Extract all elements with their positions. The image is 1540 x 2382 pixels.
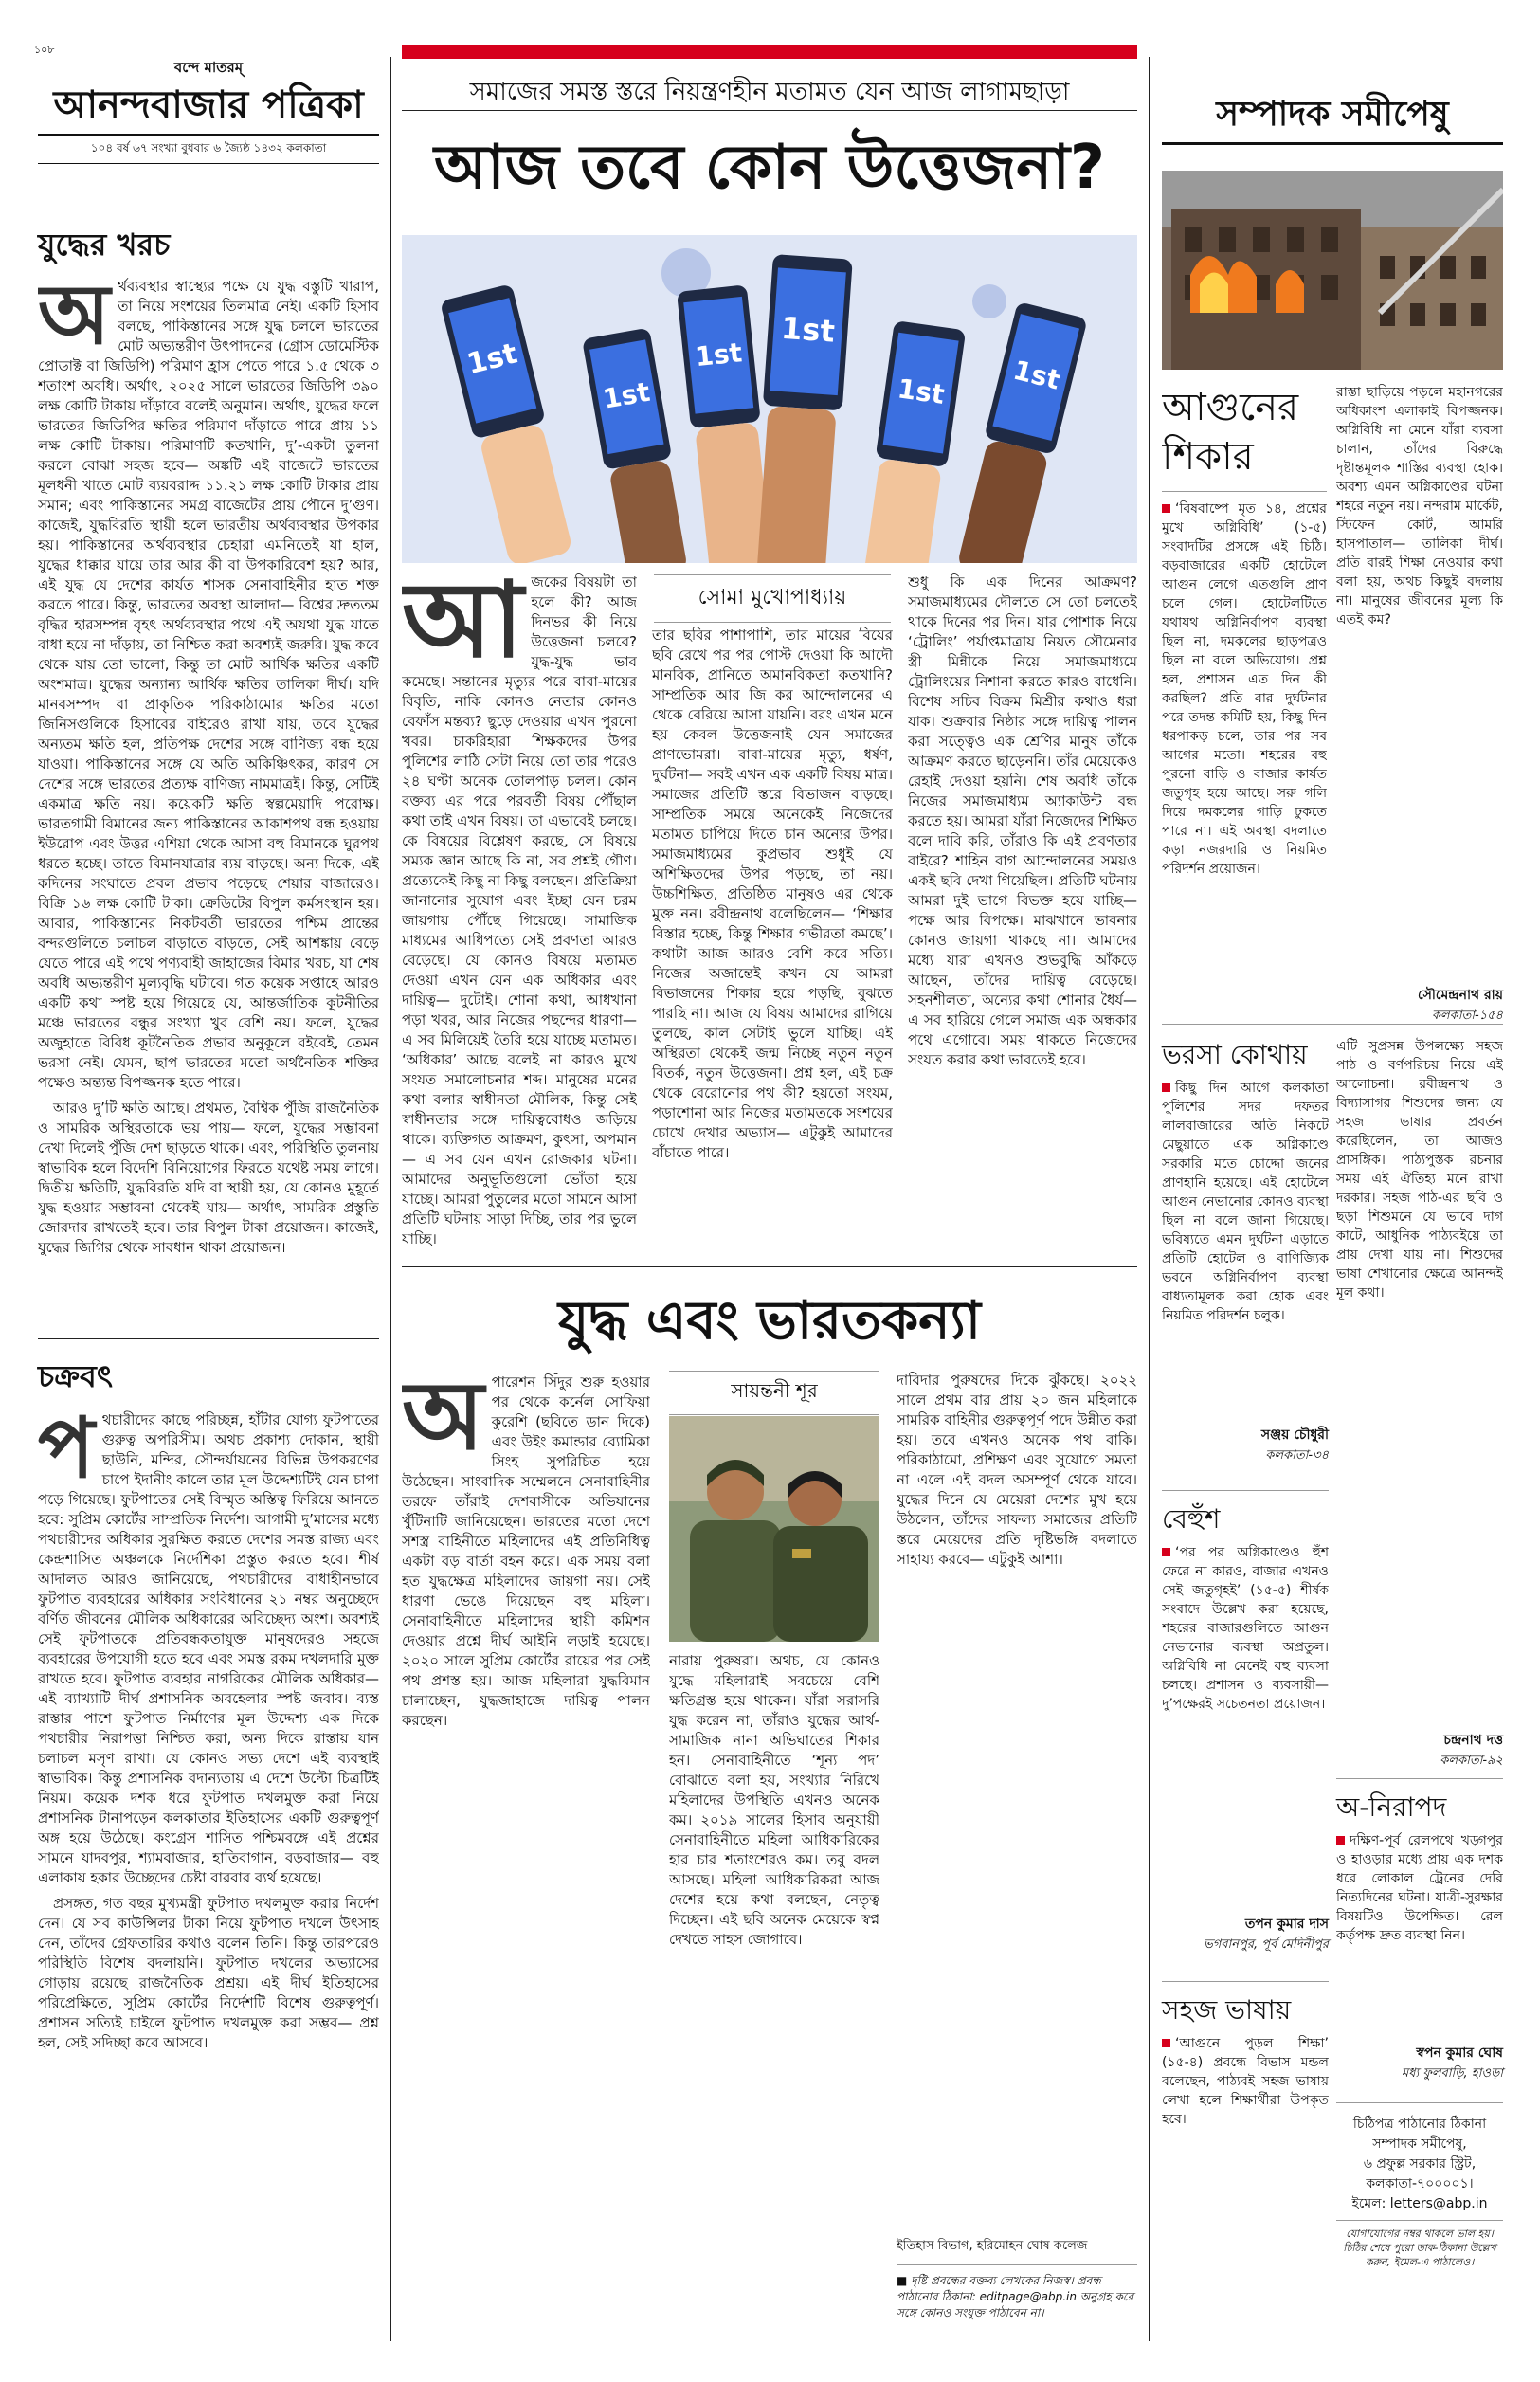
- phone-badge: 1st: [693, 336, 744, 373]
- feature2-col-1: অপারেশন সিঁদুর শুরু হওয়ার পর থেকে কর্নেল সোফিয়া কুরেশি (ছবিতে ডান দিকে) এবং উইং কমান্ডার ব্যোমিকা সিংহ সুপরিচিত হয়ে উঠেছেন। সাংবাদিক সম্মেলনে সেনাবাহিনীর তরফে তাঁরাই দেশবাসীকে অভিযানের খুঁটিনাটি জানিয়েছেন। ভারতের মতো দেশে সশস্ত্র বাহিনীতে মহিলাদের এই প্রতিনিধিত্ব একটা বড় বার্তা বহন করে। এক সময় বলা হত যুদ্ধক্ষেত্র মহিলাদের জায়গা নয়। সেই ধারণা ভেঙে দিয়েছেন বহু মহিলা। সেনাবাহিনীতে মহিলাদের স্থায়ী কমিশন দেওয়ার প্রশ্নে দীর্ঘ আইনি লড়াই হয়েছে। ২০২০ সালে সুপ্রিম কোর্টের রায়ের পর সেই পথ প্রশস্ত হয়। আজ মহিলারা যুদ্ধবিমান চালাচ্ছেন, যুদ্ধজাহাজে দায়িত্ব পালন করছেন।: [402, 1373, 650, 1729]
- phone-badge: 1st: [895, 373, 947, 410]
- feature2-col-3: দাবিদার পুরুষদের দিকে ঝুঁকছে। ২০২২ সালে প্রথম বার প্রায় ২০ জন মহিলাকে সামরিক বাহিনীর গুরুত্বপূর্ণ পদে উন্নীত করা হয়। তবে এখনও অনেক পথ বাকি। পরিকাঠামো, প্রশিক্ষণ এবং সুযোগে সমতা না এলে এই বদল অসম্পূর্ণ থেকে যাবে। যুদ্ধের দিনে যে মেয়েরা দেশের মুখ হয়ে উঠলেন, তাঁদের সাফল্য সমাজের প্রতিটি স্তরে মেয়েদের প্রতি দৃষ্টিভঙ্গি বদলাতে সাহায্য করবে— এটুকুই আশা।: [897, 1372, 1137, 1568]
- letter-2: [1162, 1037, 1329, 1466]
- letter-title: সহজ ভাষায়: [1162, 1994, 1292, 2026]
- editorial-title: যুদ্ধের খরচ: [38, 227, 171, 263]
- slogan: বন্দে মাতরম্: [173, 59, 244, 76]
- address-note: যোগাযোগের নম্বর থাকলে ভাল হয়। চিঠির শেষে পুরো ডাক-ঠিকানা উল্লেখ করুন, ইমেল-এ পাঠালেও।: [1343, 2227, 1496, 2268]
- letter-body: ‘বিষবাষ্পে মৃত ১৪, প্রশ্নের মুখে অগ্নিবিধি’ (১-৫) সংবাদটির প্রসঙ্গে এই চিঠি। বড়বাজারের একটি হোটেলে আগুন লেগে এতগুলি প্রাণ চলে গেল। হোটেলটিতে যথাযথ অগ্নিনির্বাপণ ব্যবস্থা ছিল না, দমকলের ছাড়পত্রও ছিল না বলে অভিযোগ। প্রশ্ন হল, প্রশাসন এত দিন কী করছিল? প্রতি বার দুর্ঘটনার পরে তদন্ত কমিটি হয়, কিছু দিন ধরপাকড় চলে, তার পর সব আগের মতো। শহরের বহু পুরনো বাড়ি ও বাজার কার্যত জতুগৃহ হয়ে আছে। সরু গলি দিয়ে দমকলের গাড়ি ঢুকতে পারে না। এই অবস্থা বদলাতে কড়া নজরদারি ও নিয়মিত পরিদর্শন প্রয়োজন।: [1162, 501, 1327, 877]
- address-line: কলকাতা-৭০০০০১।: [1366, 2176, 1474, 2191]
- feature2-col-2: নারায় পুরুষরা। অথচ, যে কোনও যুদ্ধে মহিলারাই সবচেয়ে বেশি ক্ষতিগ্রস্ত হয়ে থাকেন। যাঁরা সরাসরি যুদ্ধ করেন না, তাঁরাও যুদ্ধের আর্থ-সামাজিক নানা অভিঘাতের শিকার হন। সেনাবাহিনীতে ‘শূন্য পদ’ বোঝাতে বলা হয়, সংখ্যার নিরিখে মহিলাদের উপস্থিতি এখনও অনেক কম। ২০১৯ সালের হিসাব অনুযায়ী সেনাবাহিনীতে মহিলা আধিকারিকের হার চার শতাংশেরও কম। তবু বদল আসছে। মহিলা আধিকারিকরা আজ দেশের হয়ে কথা বলছেন, নেতৃত্ব দিচ্ছেন। এই ছবি অনেক মেয়েকে স্বপ্ন দেখতে সাহস জোগাবে।: [669, 1652, 879, 1948]
- column-rule: [1149, 57, 1150, 2341]
- address-line: ৬ প্রফুল্ল সরকার স্ট্রিট,: [1363, 2156, 1477, 2172]
- letter-signature: স্বপন কুমার ঘোষ: [1416, 2046, 1503, 2061]
- fire-photo-illustration: [1162, 171, 1503, 370]
- letter-title: বেহুঁশ: [1162, 1503, 1221, 1535]
- editorial-body: অর্থব্যবস্থার স্বাস্থ্যের পক্ষে যে যুদ্ধ বস্তুটি খারাপ, তা নিয়ে সংশয়ের তিলমাত্র নেই। একটি হিসাব বলছে, পাকিস্তানের সঙ্গে যুদ্ধ চললে ভারতের মোট অভ্যন্তরীণ উৎপাদনের (গ্রোস ডোমেস্টিক প্রোডাক্ট বা জিডিপি) পরিমাণ হ্রাস পেতে পারে ১.৫ থেকে ৩ শতাংশ অবধি। অর্থাৎ, ২০২৫ সালে ভারতের জিডিপি ৩৯০ লক্ষ কোটি টাকায় দাঁড়াবে বলেই অনুমান। অর্থাৎ, যুদ্ধের ফলে ভারতের জিডিপির ক্ষতির পরিমাণ দাঁড়াতে পারে প্রায় ১১ লক্ষ কোটি টাকায়। পরিমাণটি কতখানি, দু’-একটা তুলনা করলে বোঝা সহজ হবে— অঙ্কটি এই বাজেটে ভারতের মূলধনী খাতে মোট ব্যয়বরাদ্দ ১১.২১ লক্ষ কোটি টাকার প্রায় সমান; এবং পাকিস্তানের সমগ্র বাজেটের প্রায় পৌনে দু’গুণ। কাজেই, যুদ্ধবিরতি স্থায়ী হলে ভারতীয় অর্থব্যবস্থার উপকার হয়। পাকিস্তানের অর্থব্যবস্থার চেহারা এমনিতেই যা হাল, যুদ্ধের ধাক্কার যায়ে তার আর কী বা উপকারিবেশ হয়? আর, এই যুদ্ধ যে দেশের কার্যত শাসক সেনাবাহিনীর হাত শক্ত করতে পারে। কিন্তু, ভারতের অবস্থা আলাদা— বিশ্বের দ্রুততম বৃদ্ধির হারসম্পন্ন বৃহৎ অর্থব্যবস্থার পথে এই অযথা যুদ্ধ যাতে বাধা হয়ে না দাঁড়ায়, তা নিশ্চিত করা অবশ্যই জরুরি। যুদ্ধ কবে থেকে যায় তো ভালো, কিন্তু তা মোট আর্থিক ক্ষতির একটি অংশমাত্র। যুদ্ধের অন্যান্য আর্থিক ক্ষতির তালিকা দীর্ঘ। যদি মানবসম্পদ বা প্রাকৃতিক পরিকাঠামোর ক্ষতির মতো জিনিসগুলিকে হিসাবের বাইরেও রাখা যায়, তবে যুদ্ধের অন্যতম ক্ষতি হল, প্রতিপক্ষ দেশের সঙ্গে বাণিজ্য বন্ধ হয়ে যাওয়া। পাকিস্তানের সঙ্গে যে অতি অকিঞ্চিৎকর, কারণ সে দেশের সঙ্গে ভারতের প্রত্যক্ষ বাণিজ্য নামমাত্রই। কিন্তু, সেটিই একমাত্র ক্ষতি নয়। কয়েকটি ক্ষতি স্বল্পমেয়াদি পরোক্ষ। ভারতগামী বিমানের জন্য পাকিস্তানের আকাশপথ বন্ধ হওয়ায় ইউরোপ এবং উত্তর এশিয়া থেকে আসা বহু বিমানকে ঘুরপথ ধরতে হচ্ছে। তাতে বিমানযাত্রার ব্যয় বাড়ছে। অন্য দিকে, এই কদিনের সংঘাতে প্রবল প্রভাব পড়েছে শেয়ার বাজারেও। বিক্রি ১৬ লক্ষ কোটি টাকা। ক্রেডিটের বিপুল কর্মসংস্থান হয়। আবার, পাকিস্তানের নিকটবর্তী ভারতের পশ্চিম প্রান্তের বন্দরগুলিতে চলাচল বাড়াতে বাড়তে, সেই আশঙ্কায় বেড়ে যেতে পারে এই পথে পণ্যবাহী জাহাজের বিমার খরচ, যা শেষ অবধি অভ্যন্তরীণ মূল্যবৃদ্ধি ঘটাবে। গত কয়েক সপ্তাহে আরও একটি কথা স্পষ্ট হয়ে গিয়েছে যে, আন্তর্জাতিক কূটনীতির মঞ্চে ভারতের বন্ধুর সংখ্যা খুব বেশি নয়। ফলে, যুদ্ধের অজুহাতে বিবিধ কূটনৈতিক প্রভাব অনুকূলে বইবেই, তেমন ভরসা নেই। যেমন, ছাপ ভারতের মতো অর্থনৈতিক শক্তির পক্ষেও অন্ত্যন্ত বিপজ্জনক হতে পারে। আরও দু’টি ক্ষতি আছে। প্রথমত, বৈশ্বিক পুঁজি রাজনৈতিক ও সামরিক অস্থিরতাকে ভয় পায়— ফলে, যুদ্ধের সম্ভাবনা দেখা দিলেই পুঁজি দেশ ছাড়তে থাকে। এবং, পরিস্থিতি তুলনায় স্বাভাবিক হলে বিদেশি বিনিয়োগের ফিরতে যথেষ্ট সময় লাগে। দ্বিতীয় ক্ষতিটি, যুদ্ধবিরতি যদি বা স্থায়ী হয়, যে কোনও মুহূর্তে যুদ্ধ হওয়ার সম্ভাবনা থেকেই যায়— অর্থাৎ, সামরিক প্রস্তুতি জোরদার রাখতেই হবে। তার বিপুল টাকা প্রয়োজন। কাজেই, যুদ্ধের জিগির থেকে সাবধান থাকা প্রয়োজন।: [38, 277, 379, 1256]
- letter-body: ‘পর পর অগ্নিকাণ্ডেও হুঁশ ফেরে না কারও, বাজার এখনও সেই জতুগৃহই’ (১৫-৫) শীর্ষক সংবাদে উল্লেখ করা হয়েছে, শহরের বাজারগুলিতে আগুন নেভানোর ব্যবস্থা অপ্রতুল। অগ্নিবিধি না মেনেই বহু ব্যবসা চলছে। প্রশাসন ও ব্যবসায়ী— দু’পক্ষেরই সচেতনতা প্রয়োজন।: [1162, 1545, 1329, 1712]
- divider: [1162, 1024, 1503, 1025]
- letter-signature: সঞ্জয় চৌধুরী: [1260, 1427, 1329, 1443]
- editorial-body-2: প্রসঙ্গত, গত বছর মুখ্যমন্ত্রী ফুটপাত দখলমুক্ত করার নির্দেশ দেন। যে সব কাউন্সিলর টাকা নিয়ে ফুটপাত দখলে উৎসাহ দেন, তাঁদের গ্রেফতারির কথাও বলেন তিনি। কিন্তু তারপরেও পরিস্থিতি বিশেষ বদলায়নি। ফুটপাত দখলের অভ্যাসের গোড়ায় রয়েছে রাজনৈতিক প্রশ্রয়। এই দীর্ঘ ইতিহাসের পরিপ্রেক্ষিতে, সুপ্রিম কোর্টের নির্দেশটি বিশেষ গুরুত্বপূর্ণ। প্রশাসন সত্যিই চাইলে ফুটপাত দখলমুক্ত করা সম্ভব— প্রশ্ন হল, সেই সদিচ্ছা কবে আসবে।: [38, 1895, 379, 2051]
- letter-3: [1162, 1501, 1329, 1955]
- letter-title: ভরসা কোথায়: [1162, 1039, 1308, 1070]
- letter-signature: তপন কুমার দাস: [1244, 1917, 1329, 1932]
- editorial-footpath: [38, 1355, 379, 2379]
- letter-body: কিছু দিন আগে কলকাতা পুলিশের সদর দফতর লালবাজারের অতি নিকটে মেছুয়াতে এক অগ্নিকাণ্ডে সরকারি মতে চোদ্দো জনের প্রাণহানি হয়েছে। এই হোটেলে আগুন নেভানোর কোনও ব্যবস্থা ছিল না বলে জানা গিয়েছে। ভবিষ্যতে এমন দুর্ঘটনা এড়াতে প্রতিটি হোটেল ও বাণিজ্যিক ভবনে অগ্নিনির্বাপণ ব্যবস্থা বাধ্যতামূলক করা হোক এবং নিয়মিত পরিদর্শন চলুক।: [1162, 1081, 1329, 1323]
- feature-author: সোমা মুখোপাধ্যায়: [654, 574, 891, 623]
- letter-signature: চন্দ্রনাথ দত্ত: [1443, 1733, 1503, 1748]
- divider: [402, 110, 1137, 111]
- letter-lead-cont: [1336, 383, 1503, 1027]
- phone-badge: 1st: [779, 309, 837, 350]
- letters-address: [1336, 2102, 1503, 2269]
- letter-body: এটি সুপ্রসন্ন উপলক্ষ্যে সহজ পাঠ ও বর্ণপরিচয় নিয়ে এই আলোচনা। রবীন্দ্রনাথ ও বিদ্যাসাগর শিশুদের জন্য যে সহজ ভাষার প্রবর্তন করেছিলেন, তা আজও প্রাসঙ্গিক। পাঠ্যপুস্তক রচনার সময় এই ঐতিহ্য মনে রাখা দরকার। সহজ পাঠ-এর ছবি ও ছড়া শিশুমনে যে ভাবে দাগ কাটে, আধুনিক পাঠ্যবইয়ে তা প্রায় দেখা যায় না। শিশুদের ভাষা শেখানোর ক্ষেত্রে আনন্দই মূল কথা।: [1336, 1039, 1503, 1300]
- letter-place: কলকাতা-৯২: [1440, 1754, 1503, 1768]
- letter-place: ভগবানপুর, পূর্ব মেদিনীপুর: [1204, 1937, 1329, 1952]
- letter-title: অ-নিরাপদ: [1336, 1791, 1447, 1823]
- letter-body-2: রাস্তা ছাড়িয়ে পড়লে মহানগরের অধিকাংশ এলাকাই বিপজ্জনক। অগ্নিবিধি না মেনে যাঁরা ব্যবসা চালান, তাঁদের বিরুদ্ধে দৃষ্টান্তমূলক শাস্তির ব্যবস্থা হোক। অবশ্য এমন অগ্নিকাণ্ডের ঘটনা শহরে নতুন নয়। নন্দরাম মার্কেট, স্টিফেন কোর্ট, আমরি হাসপাতাল— তালিকা দীর্ঘ। প্রতি বারই শিক্ষা নেওয়ার কথা বলা হয়, অথচ কিছুই বদলায় না। মানুষের জীবনের মূল্য কি এতই কম?: [1336, 385, 1503, 627]
- feature2-headline: যুদ্ধ এবং ভারতকন্যা: [557, 1290, 982, 1352]
- letter-r2: [1336, 1790, 1503, 2084]
- letter-title: আগুনের শিকার: [1162, 386, 1299, 479]
- letter-place: কলকাতা-১৫৪: [1431, 1009, 1503, 1023]
- feature2-author: সায়ন্তনী শূর: [669, 1371, 879, 1415]
- fire-photo: [1162, 171, 1503, 370]
- divider: [1162, 142, 1503, 145]
- masthead: [38, 57, 379, 164]
- drop-cap: অ: [38, 277, 111, 363]
- feature-kicker: সমাজের সমস্ত স্তরে নিয়ন্ত্রণহীন মতামত যেন আজ লাগামছাড়া: [469, 78, 1070, 106]
- feature-col-3: শুধু কি এক দিনের আক্রমণ? সমাজমাধ্যমের দৌলতে সে তো চলতেই থাকে দিনের পর দিন। যার পোশাক নিয়ে ‘ট্রোলিং’ পর্যাপ্তমাত্রায় নিয়ত সৌমেনার স্ত্রী মিন্নীকে নিয়ে সমাজমাধ্যমে ট্রোলিংয়ের নিশানা করতে কারও বাধেনি। বিশেষ সচিব বিক্রম মিশ্রীর কথাও ধরা যাক। শুক্রবার নিষ্ঠার সঙ্গে দায়িত্ব পালন করা সত্ত্বেও এক শ্রেণির মানুষ তাঁকে আক্রমণ করতে ছাড়েননি। তাঁর মেয়েকেও রেহাই দেওয়া হয়নি। শেষ অবধি তাঁকে নিজের সমাজমাধ্যম অ্যাকাউন্ট বন্ধ করতে হয়। আমরা যাঁরা নিজেদের শিক্ষিত বলে দাবি করি, তাঁরাও কি এই প্রবণতার বাইরে? শাহিন বাগ আন্দোলনের সময়ও একই ছবি দেখা গিয়েছিল। প্রতিটি ঘটনায় আমরা দুই ভাগে বিভক্ত হয়ে যাচ্ছি— পক্ষে আর বিপক্ষে। মাঝখানে ভাবনার কোনও জায়গা থাকছে না। আমাদের মধ্যে যারা এখনও শুভবুদ্ধি আঁকড়ে আছেন, তাঁদের দায়িত্ব বেড়েছে। সহনশীলতা, অন্যের কথা শোনার ধৈর্য— এ সব হারিয়ে গেলে সমাজ এক অন্ধকার পথে এগোবে। সময় থাকতে নিজেদের সংযত করার কথা ভাবতেই হবে।: [908, 573, 1137, 1068]
- divider: [1336, 1778, 1503, 1779]
- divider: [1162, 1981, 1329, 1982]
- letter-body: দক্ষিণ-পূর্ব রেলপথে খড়্গপুর ও হাওড়ার মধ্যে প্রায় এক দশক ধরে লোকাল ট্রেনের দেরি নিত্যদিনের ঘটনা। যাত্রী-সুরক্ষার বিষয়টিও উপেক্ষিত। রেল কর্তৃপক্ষ দ্রুত ব্যবস্থা নিন।: [1336, 1833, 1503, 1943]
- editorial-war-cost: [38, 224, 379, 1380]
- phone-badge: 1st: [463, 336, 521, 382]
- paper-name: আনন্দবাজার পত্রিকা: [53, 82, 364, 127]
- letter-body: ‘আগুনে পুড়ল শিক্ষা’ (১৫-৪) প্রবন্ধে বিভাস মন্ডল বলেছেন, পাঠ্যবই সহজ ভাষায় লেখা হলে শিক্ষার্থীরা উপকৃত হবে।: [1162, 2036, 1329, 2127]
- drop-cap: প: [38, 1410, 95, 1497]
- editorial-title: চক্রবৎ: [38, 1358, 113, 1394]
- address-line: চিঠিপত্র পাঠানোর ঠিকানা: [1352, 2117, 1487, 2132]
- letter-signature: সৌমেন্দ্রনাথ রায়: [1417, 988, 1503, 1003]
- address-line: সম্পাদক সমীপেষু,: [1372, 2137, 1467, 2152]
- page-number: ১০৮: [34, 44, 55, 56]
- feature2-col-3-wrap: [897, 1371, 1137, 2321]
- editorial-body: পথচারীদের কাছে পরিচ্ছন্ন, হাঁটার যোগ্য ফুটপাতের গুরুত্ব অপরিসীম। অথচ প্রকাশ্য দোকান, স্থায়ী ছাউনি, মন্দির, সৌন্দর্যায়নের বিভিন্ন উপকরণের চাপে ইদানীং কালে তার মূল উদ্দেশ্যটিই যেন চাপা পড়ে গিয়েছে। ফুটপাতের সেই বিস্মৃত অস্তিত্ব ফিরিয়ে আনতে হবে: সুপ্রিম কোর্টের সাম্প্রতিক নির্দেশ। আগামী দু’মাসের মধ্যে পথচারীদের অধিকার সুরক্ষিত করতে দেশের সমস্ত রাজ্য এবং কেন্দ্রশাসিত অঞ্চলকে নির্দেশিকা প্রস্তুত করতে হবে। শীর্ষ আদালত আরও জানিয়েছে, পথচারীদের বাধাহীনভাবে ফুটপাত ব্যবহারের অধিকার সংবিধানের ২১ নম্বর অনুচ্ছেদে বর্ণিত জীবনের মৌলিক অধিকারের অবিচ্ছেদ্য অংশ। অবশ্যই সেই ফুটপাতকে প্রতিবন্ধকতাযুক্ত মানুষদেরও সহজে ব্যবহারের উপযোগী হতে হবে এবং সমস্ত রকম দখলদারি মুক্ত রাখতে হবে। ফুটপাত ব্যবহার নাগরিকের মৌলিক অধিকার— এই ব্যাখ্যাটি দীর্ঘ প্রশাসনিক অবহেলার স্পষ্ট জবাব। ব্যস্ত রাস্তার পাশে ফুটপাত নির্মাণের মূল উদ্দেশ্য এক দিকে পথচারীর নিরাপত্তা নিশ্চিত করা, অন্য দিকে রাস্তায় যান চলাচল মসৃণ রাখা। যে কোনও সভ্য দেশে এই ব্যবস্থাই স্বাভাবিক। কিন্তু প্রশাসনিক বদান্যতায় এ দেশে উল্টো চিত্রটিই নিয়ম। কয়েক দশক ধরে ফুটপাত দখলমুক্ত করা নিয়ে প্রশাসনিক টানাপড়েন কলকাতার ইতিহাসের একটি গুরুত্বপূর্ণ অঙ্গ হয়ে উঠেছে। কংগ্রেস শাসিত পশ্চিমবঙ্গে এই প্রশ্নের সামনে যাদবপুর, শ্যামবাজার, হাতিবাগান, বড়বাজার— বহু এলাকায় হকার উচ্ছেদের চেষ্টা বারবার ব্যর্থ হয়েছে। প্রসঙ্গত, গত বছর মুখ্যমন্ত্রী ফুটপাত দখলমুক্ত করার নির্দেশ দেন। যে সব কাউন্সিলর টাকা নিয়ে ফুটপাত দখলে উৎসাহ দেন, তাঁদের গ্রেফতারির কথাও বলেন তিনি। কিন্তু তারপরেও পরিস্থিতি বিশেষ বদলায়নি। ফুটপাত দখলের অভ্যাসের গোড়ায় রয়েছে রাজনৈতিক প্রশ্রয়। এই দীর্ঘ ইতিহাসের পরিপ্রেক্ষিতে, সুপ্রিম কোর্টের নির্দেশটি বিশেষ গুরুত্বপূর্ণ। প্রশাসন সত্যিই চাইলে ফুটপাত দখলমুক্ত করা সম্ভব— প্রশ্ন হল, সেই সদিচ্ছা কবে আসবে।: [38, 1410, 379, 2051]
- letter-place: মধ্য ফুলবাড়ি, হাওড়া: [1401, 2066, 1503, 2081]
- footnote: ■ দৃষ্টি প্রবন্ধের বক্তব্য লেখকের নিজস্ব। প্রবন্ধ পাঠানোর ঠিকানা: editpage@abp.in অনুগ্রহ করে সঙ্গে কোনও সংযুক্ত পাঠাবেন না।: [897, 2274, 1134, 2319]
- letter-4: [1162, 1992, 1329, 2318]
- officers-photo-illustration: [669, 1416, 879, 1642]
- phones-illustration: [402, 235, 1137, 563]
- feature-col-2: তার ছবির পাশাপাশি, তার মায়ের বিয়ের ছবি রেখে পর পর পোস্ট দেওয়া কি আদৌ মানবিক, প্রানিতে অমানবিকতা কতখানি? সাম্প্রতিক আর জি কর আন্দোলনের এ থেকে বেরিয়ে আসা যায়নি। বরং এখন মনে হয় কেবল উত্তেজনাই যেন সমাজের প্রাণভোমরা। বাবা-মায়ের মৃত্যু, ধর্ষণ, দুর্ঘটনা— সবই এখন এক একটি বিষয় মাত্র। সমাজের প্রতিটি স্তরে বিভাজন বাড়ছে। সাম্প্রতিক সময়ে অনেকেই নিজেদের মতামত চাপিয়ে দিতে চান অন্যের উপর। সমাজমাধ্যমের কুপ্রভাব শুধুই যে অশিক্ষিতদের উপর পড়ছে, তা নয়। উচ্চশিক্ষিত, প্রতিষ্ঠিত মানুষও এর থেকে মুক্ত নন। রবীন্দ্রনাথ বলেছিলেন— ‘শিক্ষার বিস্তার হচ্ছে, কিন্তু শিক্ষার গভীরতা কমছে’। কথাটা আজ আরও বেশি করে সত্যি। নিজের অজান্তেই কখন যে আমরা বিভাজনের শিকার হয়ে পড়ছি, বুঝতে পারছি না। আজ যে বিষয় আমাদের রাগিয়ে তুলছে, কাল সেটাই ভুলে যাচ্ছি। এই অস্থিরতা থেকেই জন্ম নিচ্ছে নতুন নতুন বিতর্ক, নতুন উত্তেজনা। প্রশ্ন হল, এই চক্র থেকে বেরোনোর পথ কী? হয়তো সংযম, পড়াশোনা আর নিজের মতামতকে সংশয়ের চোখে দেখার অভ্যাস— এটুকুই আমাদের বাঁচাতে পারে।: [652, 627, 893, 1161]
- divider: [38, 1338, 379, 1339]
- issue-line: ১০৪ বর্ষ ৬৭ সংখ্যা বুধবার ৬ জ্যৈষ্ঠ ১৪৩২ কলকাতা: [90, 141, 327, 155]
- officers-photo: [669, 1416, 879, 1642]
- feature-headline: আজ তবে কোন উত্তেজনা?: [433, 133, 1106, 203]
- column-rule: [390, 57, 391, 2341]
- letter-r1: [1336, 1037, 1503, 1772]
- divider: [1162, 1490, 1329, 1491]
- letter-lead: [1162, 383, 1327, 992]
- editorial-body-2: আরও দু’টি ক্ষতি আছে। প্রথমত, বৈশ্বিক পুঁজি রাজনৈতিক ও সামরিক অস্থিরতাকে ভয় পায়— ফলে, যুদ্ধের সম্ভাবনা দেখা দিলেই পুঁজি দেশ ছাড়তে থাকে। এবং, পরিস্থিতি তুলনায় স্বাভাবিক হলে বিদেশি বিনিয়োগের ফিরতে যথেষ্ট সময় লাগে। দ্বিতীয় ক্ষতিটি, যুদ্ধবিরতি যদি বা স্থায়ী হয়, যে কোনও মুহূর্তে যুদ্ধ হওয়ার সম্ভাবনা থেকেই যায়— অর্থাৎ, সামরিক প্রস্তুতি জোরদার রাখতেই হবে। তার বিপুল টাকা প্রয়োজন। কাজেই, যুদ্ধের জিগির থেকে সাবধান থাকা প্রয়োজন।: [38, 1100, 379, 1256]
- letter-place: কলকাতা-৩৪: [1265, 1448, 1329, 1463]
- letters-section-title: সম্পাদক সমীপেষু: [1216, 95, 1449, 134]
- red-top-bar: [402, 45, 1137, 59]
- phone-badge: 1st: [1009, 354, 1063, 396]
- feature-col-1: আজকের বিষয়টা তা হলে কী? আজ দিনভর কী নিয়ে উত্তেজনা চলবে? যুদ্ধ-যুদ্ধ ভাব কমেছে। সন্তানের মৃত্যুর পরে বাবা-মায়ের বিবৃতি, নাকি কোনও নেতার কোনও বেফাঁস মন্তব্য? ছুড়ে দেওয়ার এখন পুরনো খবর। চাকরিহারা শিক্ষকদের উপর পুলিশের লাঠি সেটা নিয়ে তো তার পরেও ২৪ ঘণ্টা অনেক তোলপাড় চলল। কোন বক্তব্য এর পরে পরবর্তী বিষয় পৌঁছাল কথা তাই এখন বিষয়। তা এভাবেই চলছে। কে বিষয়ের বিশ্লেষণ করছে, সে বিষয়ে সম্যক জ্ঞান আছে কি না, সব প্রশ্নই গৌণ। প্রত্যেকেই কিছু না কিছু বলছেন। প্রতিক্রিয়া জানানোর সুযোগ এবং ইচ্ছা যেন চরম জায়গায় পৌঁছে গিয়েছে। সামাজিক মাধ্যমের আধিপত্যে সেই প্রবণতা আরও বেড়েছে। যে কোনও বিষয়ে মতামত দেওয়া এখন যেন এক অধিকার এবং দায়িত্ব— দুটোই। শোনা কথা, আধখানা পড়া খবর, আর নিজের পছন্দের ধারণা— এ সব মিলিয়েই তৈরি হয়ে যাচ্ছে মতামত। ‘অধিকার’ আছে বলেই না কারও মুখে সংযত সমালোচনার শব্দ। মানুষের মনের কথা বলার স্বাধীনতা মৌলিক, কিন্তু সেই স্বাধীনতার সঙ্গে দায়িত্ববোধও জড়িয়ে থাকে। ব্যক্তিগত আক্রমণ, কুৎসা, অপমান— এ সব যেন এখন রোজকার ঘটনা। আমাদের অনুভূতিগুলো ভোঁতা হয়ে যাচ্ছে। আমরা পুতুলের মতো সামনে আসা প্রতিটি ঘটনায় সাড়া দিচ্ছি, তার পর ভুলে যাচ্ছি।: [402, 573, 637, 1247]
- author-affiliation: ইতিহাস বিভাগ, হরিমোহন ঘোষ কলেজ: [897, 2239, 1088, 2253]
- drop-cap: আ: [402, 573, 524, 681]
- drop-cap: অ: [402, 1373, 484, 1471]
- divider: [402, 1266, 1137, 1267]
- address-email: ইমেল: letters@abp.in: [1351, 2196, 1488, 2211]
- phone-badge: 1st: [600, 375, 653, 415]
- feature-illustration: [402, 235, 1137, 563]
